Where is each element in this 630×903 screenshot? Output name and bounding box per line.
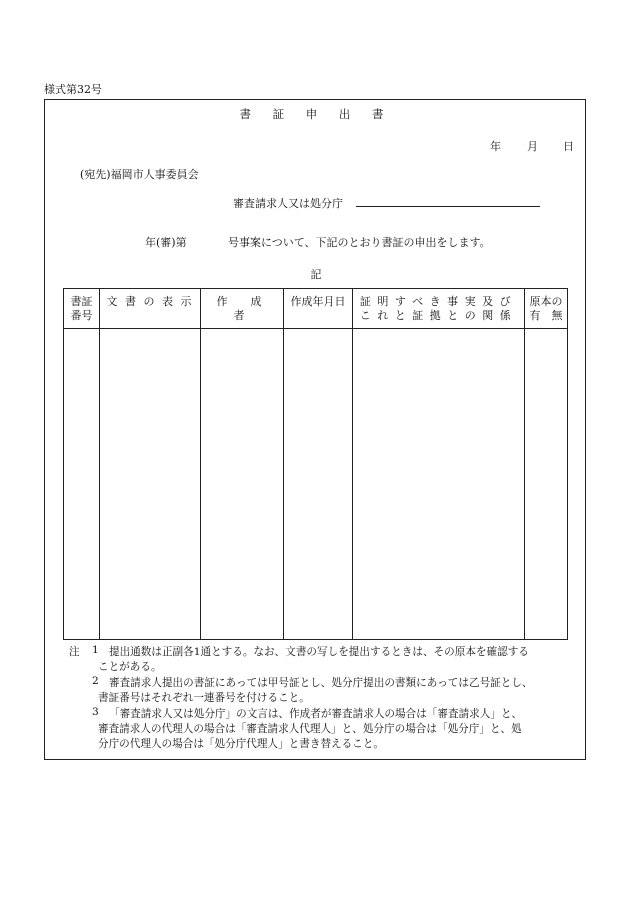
evidence-table [63, 288, 568, 640]
header-evidence-number: 書証 番号 [64, 289, 100, 329]
cell-evidence-number[interactable] [64, 329, 100, 640]
header-document-description: 文 書 の 表 示 [100, 289, 201, 329]
note-number: 1 [92, 644, 99, 656]
addressee: (宛先)福岡市人事委員会 [80, 168, 199, 181]
header-original-exists: 原本の 有 無 [525, 289, 568, 329]
form-frame [44, 99, 586, 760]
cell-creation-date[interactable] [284, 329, 353, 640]
note-text: 「審査請求人又は処分庁」の文言は、作成者が審査請求人の場合は「審査請求人」と、 [109, 708, 523, 720]
note-text: ことがある。 [98, 661, 162, 673]
case-statement-text: 号事案について、下記のとおり書証の申出をします。 [228, 236, 491, 249]
record-heading: 記 [310, 268, 322, 281]
cell-original-exists[interactable] [525, 329, 568, 640]
note-number: 3 [92, 706, 99, 718]
header-facts-to-prove: 証明すべき事実及び これと証拠との関係 [353, 289, 525, 329]
note-text: 分庁の代理人の場合は「処分庁代理人」と書き替えること。 [98, 738, 385, 750]
table-row [64, 329, 568, 640]
cell-author[interactable] [201, 329, 284, 640]
case-number-prefix: 年(審)第 [145, 236, 187, 249]
page-title: 書 証 申 出 書 [239, 107, 393, 121]
cell-facts-to-prove[interactable] [353, 329, 525, 640]
date-month-label: 月 [527, 140, 538, 153]
note-text: 書証番号はそれぞれ一連番号を付けること。 [98, 692, 310, 704]
cell-document-description[interactable] [100, 329, 201, 640]
requester-label: 審査請求人又は処分庁 [233, 197, 343, 210]
note-text: 提出通数は正副各1通とする。なお、文書の写しを提出するときは、その原本を確認する [109, 646, 529, 658]
date-day-label: 日 [563, 140, 574, 153]
header-author: 作 成 者 [201, 289, 284, 329]
table-header-row [64, 289, 568, 329]
note-text: 審査請求人の代理人の場合は「審査請求人代理人」と、処分庁の場合は「処分庁」と、処 [98, 723, 522, 735]
notes-label: 注 [69, 646, 80, 658]
note-text: 審査請求人提出の書証にあっては甲号証とし、処分庁提出の書類にあっては乙号証とし、 [109, 677, 533, 689]
date-year-label: 年 [490, 140, 501, 153]
form-number: 様式第32号 [44, 83, 102, 96]
header-creation-date: 作成年月日 [284, 289, 353, 329]
note-number: 2 [92, 675, 99, 687]
requester-signature-line[interactable] [356, 206, 540, 207]
